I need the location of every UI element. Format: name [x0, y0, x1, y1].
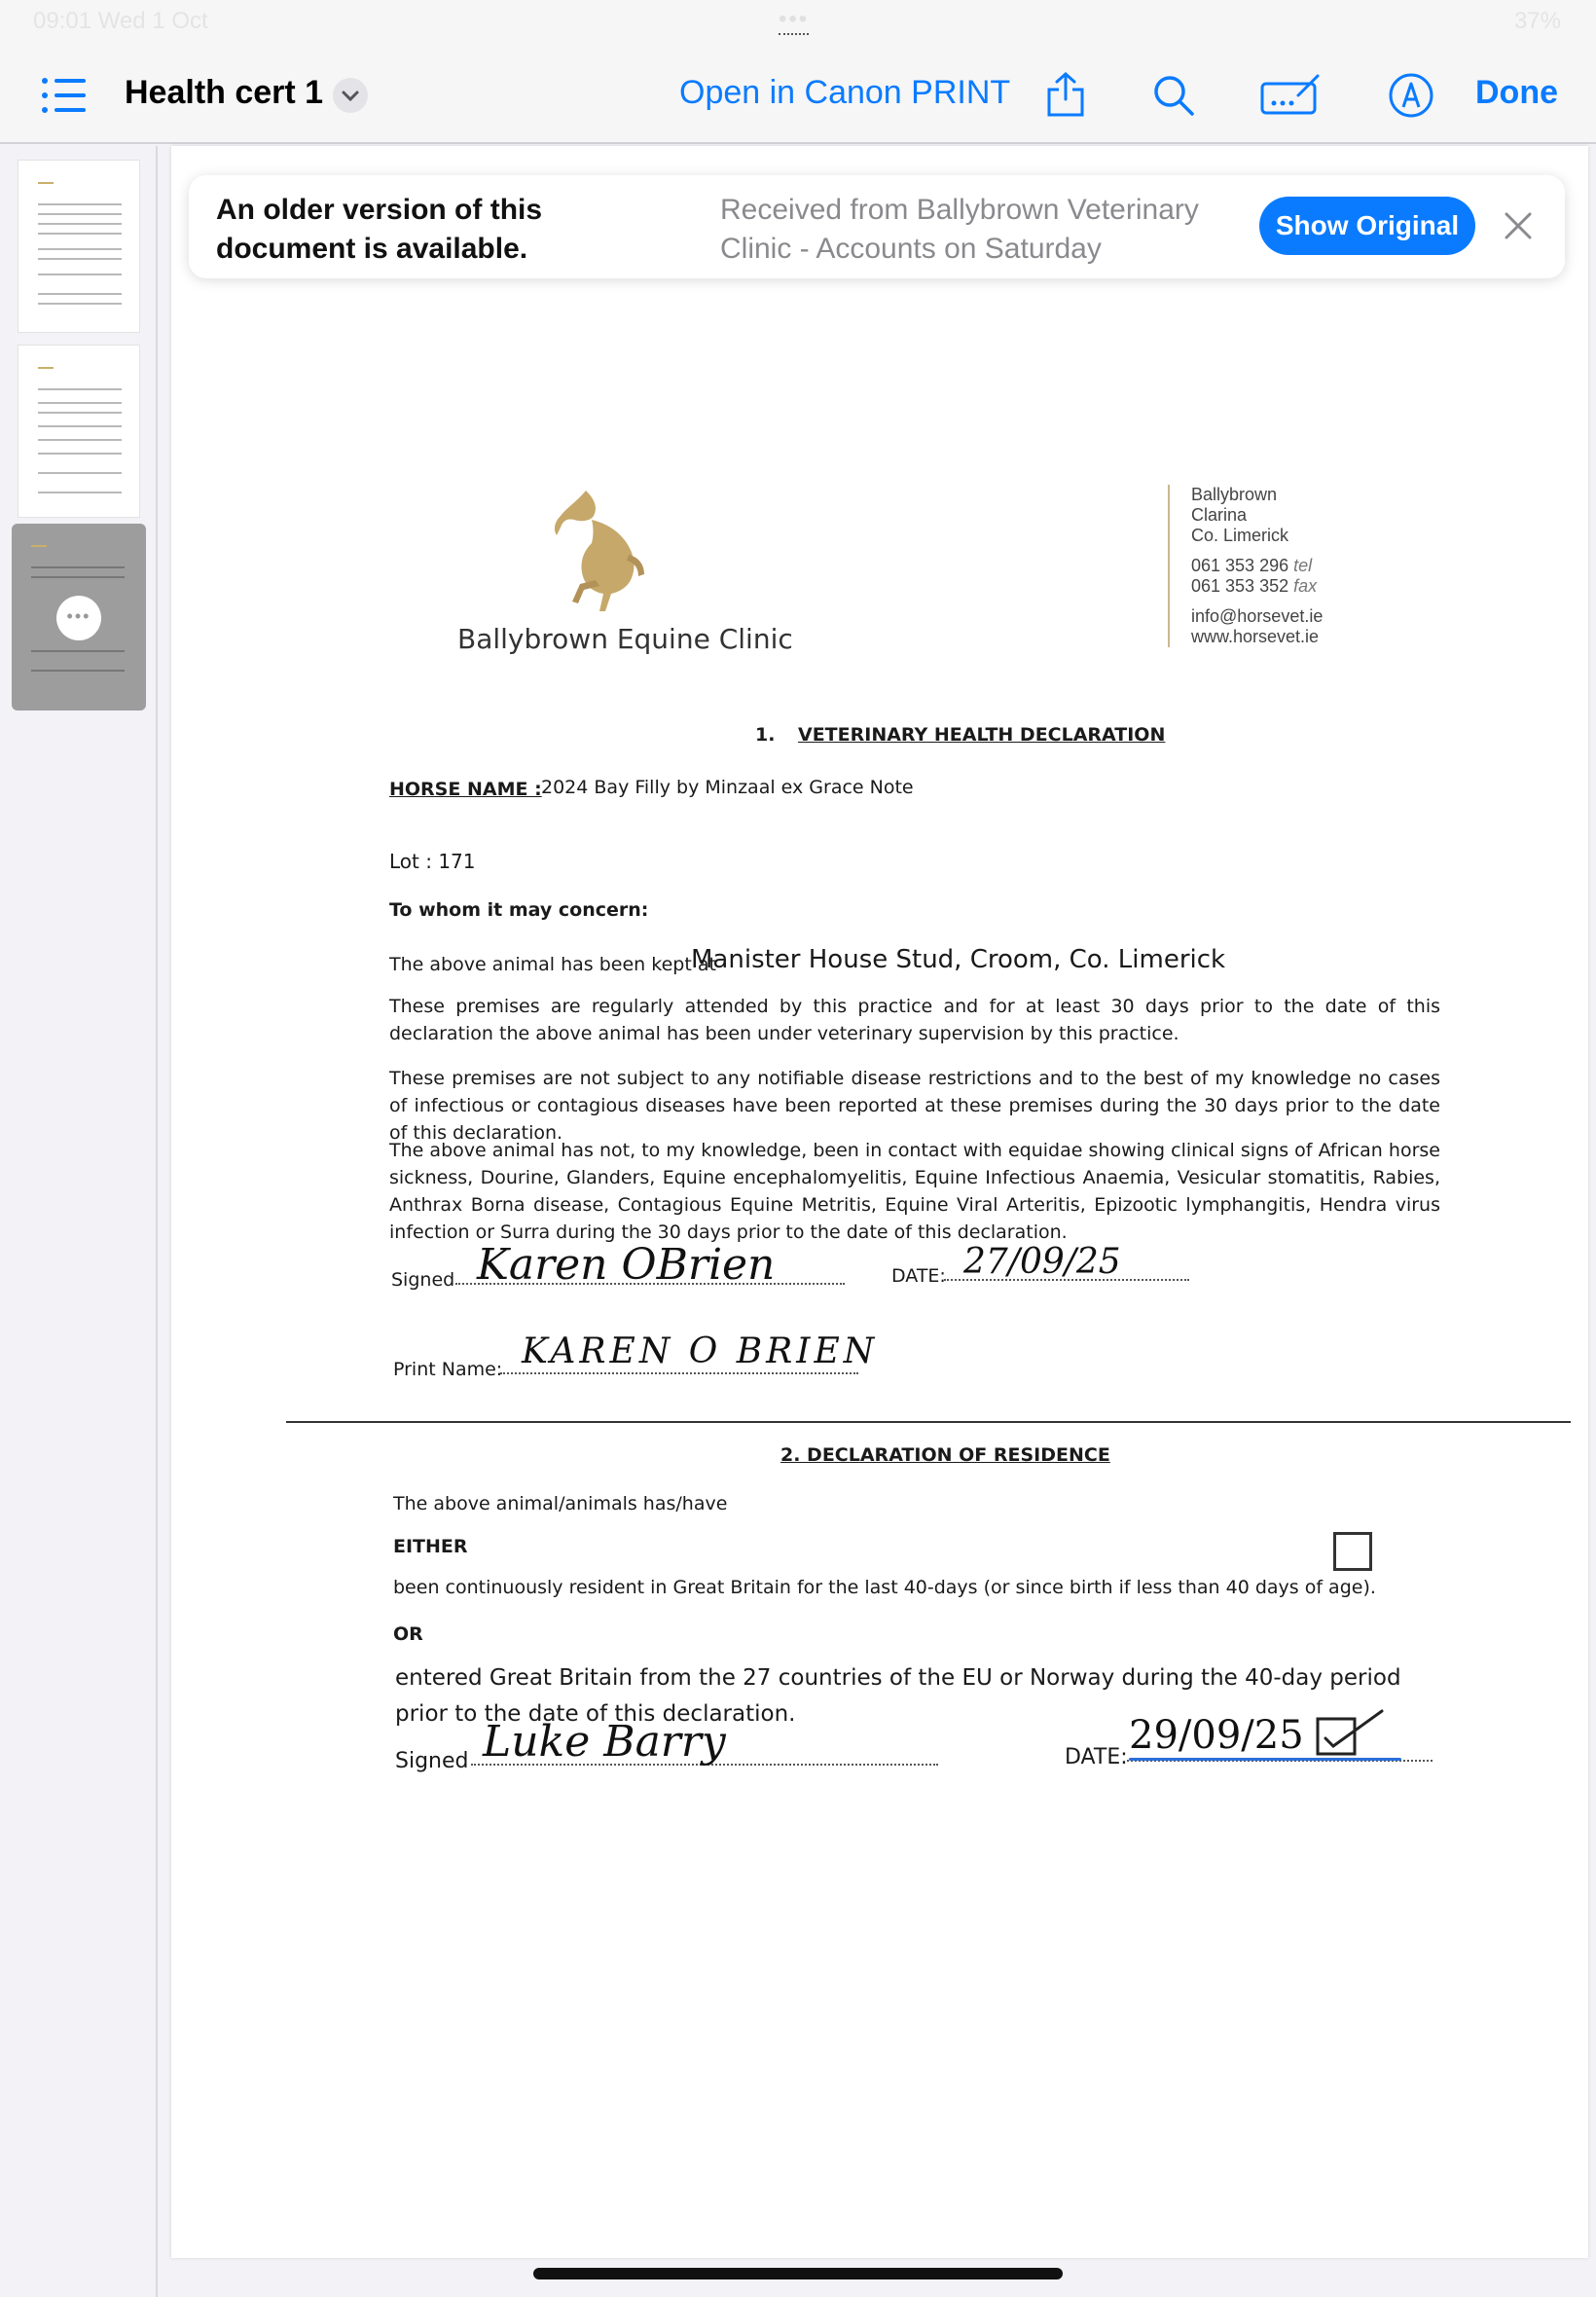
- residence-option-2: entered Great Britain from the 27 countries of the EU or Norway during the 40-day period prior to the date of this declaration.: [395, 1665, 1401, 1727]
- or-label: OR: [393, 1623, 423, 1645]
- list-icon[interactable]: [41, 76, 88, 115]
- section2-heading: 2. DECLARATION OF RESIDENCE: [780, 1444, 1110, 1466]
- print-name-label: Print Name:: [393, 1359, 503, 1380]
- open-in-canon-print-button[interactable]: Open in Canon PRINT: [679, 74, 1011, 111]
- print-name-handwritten: KAREN O BRIEN: [522, 1331, 879, 1371]
- residence-intro: The above animal/animals has/have: [393, 1493, 728, 1514]
- declaration-paragraph: The above animal has not, to my knowledge, been in contact with equidae showing clinical signs of African horse sickness, Dourine, Glanders, Equine encephalomyelitis, Equine Infectious Anaemia, Vesicular stomatitis, Rabies, Anthrax Borna disease, Contagious Equine Metritis, Equine Viral Arteritis, Epizootic lymphangitis, Hendra virus infection or Surra during the 30 days prior to the date of this declaration.: [389, 1140, 1440, 1243]
- search-icon[interactable]: [1152, 74, 1195, 117]
- more-options-icon[interactable]: •••: [56, 596, 101, 640]
- home-indicator[interactable]: [533, 2268, 1063, 2279]
- section-divider: [286, 1421, 1571, 1423]
- chevron-down-icon: [333, 78, 368, 113]
- address-line: Co. Limerick: [1191, 526, 1289, 545]
- residence-checkbox[interactable]: [1333, 1532, 1372, 1571]
- salutation: To whom it may concern:: [389, 899, 649, 921]
- page-thumbnail-3[interactable]: [12, 524, 146, 711]
- section1-heading: VETERINARY HEALTH DECLARATION: [798, 724, 1166, 746]
- banner-message: An older version of this document is available.: [216, 194, 543, 265]
- share-icon[interactable]: [1045, 70, 1086, 119]
- clinic-horse-logo: [537, 487, 650, 615]
- address-line: Clarina: [1191, 505, 1248, 525]
- multitasking-dots-icon[interactable]: •••: [779, 6, 809, 35]
- clinic-address: [1168, 485, 1323, 647]
- address-line: Ballybrown: [1191, 485, 1278, 504]
- fax-line: 061 353 352 fax: [1191, 576, 1318, 596]
- banner-detail: Received from Ballybrown Veterinary Clinic - Accounts on Saturday: [720, 194, 1199, 265]
- horse-name: 2024 Bay Filly by Minzaal ex Grace Note: [541, 777, 914, 798]
- kept-at-location: Manister House Stud, Croom, Co. Limerick: [691, 945, 1226, 974]
- residence-option-1: been continuously resident in Great Britain for the last 40-days (or since birth if less than 40 days of age).: [393, 1577, 1376, 1598]
- document-title: Health cert 1: [125, 74, 324, 111]
- status-battery: 37%: [1513, 8, 1561, 34]
- page-thumbnail-sidebar: [0, 146, 158, 2297]
- ticked-checkbox-icon: [1316, 1707, 1386, 1760]
- date-label-2: DATE:: [1065, 1745, 1128, 1769]
- status-bar: [0, 0, 1596, 45]
- date-handwritten-2: 29/09/25: [1129, 1713, 1304, 1758]
- email: info@horsevet.ie: [1191, 606, 1324, 626]
- signed-label-2: Signed: [395, 1749, 469, 1773]
- date-label: DATE:: [891, 1265, 946, 1287]
- close-icon[interactable]: [1499, 206, 1538, 245]
- signature-resident: Luke Barry: [483, 1717, 726, 1767]
- signature-vet: Karen OBrien: [477, 1240, 776, 1290]
- title-menu-button[interactable]: [333, 78, 368, 113]
- clinic-name: Ballybrown Equine Clinic: [457, 623, 793, 655]
- signed-label: Signed: [391, 1269, 455, 1291]
- horse-name-label: HORSE NAME :: [389, 779, 542, 800]
- either-label: EITHER: [393, 1536, 468, 1557]
- markup-pen-icon[interactable]: [1388, 72, 1434, 119]
- website: www.horsevet.ie: [1191, 627, 1320, 646]
- status-time: 09:01 Wed 1 Oct: [33, 8, 208, 34]
- declaration-paragraph: These premises are regularly attended by this practice and for at least 30 days prior to the date of this declaration the above animal has been under veterinary supervision by this practice.: [389, 996, 1440, 1044]
- section1-number: 1.: [755, 724, 776, 746]
- print-name-line: [500, 1372, 858, 1374]
- done-button[interactable]: Done: [1475, 74, 1558, 111]
- older-version-banner: [189, 175, 1565, 278]
- page-thumbnail-1[interactable]: [18, 160, 140, 333]
- declaration-paragraph: These premises are not subject to any notifiable disease restrictions and to the best of my knowledge no cases of infectious or contagious diseases have been reported at these premises during the 30 days prior to the date of this declaration.: [389, 1068, 1440, 1144]
- page-thumbnail-2[interactable]: [18, 345, 140, 518]
- show-original-button[interactable]: Show Original: [1259, 197, 1475, 255]
- tel-line: 061 353 296 tel: [1191, 556, 1313, 575]
- date-handwritten: 27/09/25: [963, 1242, 1121, 1282]
- markup-keyboard-icon[interactable]: [1259, 72, 1322, 117]
- kept-at-prefix: The above animal has been kept at: [389, 954, 716, 975]
- lot-number: Lot : 171: [389, 850, 476, 873]
- toolbar: [0, 45, 1596, 144]
